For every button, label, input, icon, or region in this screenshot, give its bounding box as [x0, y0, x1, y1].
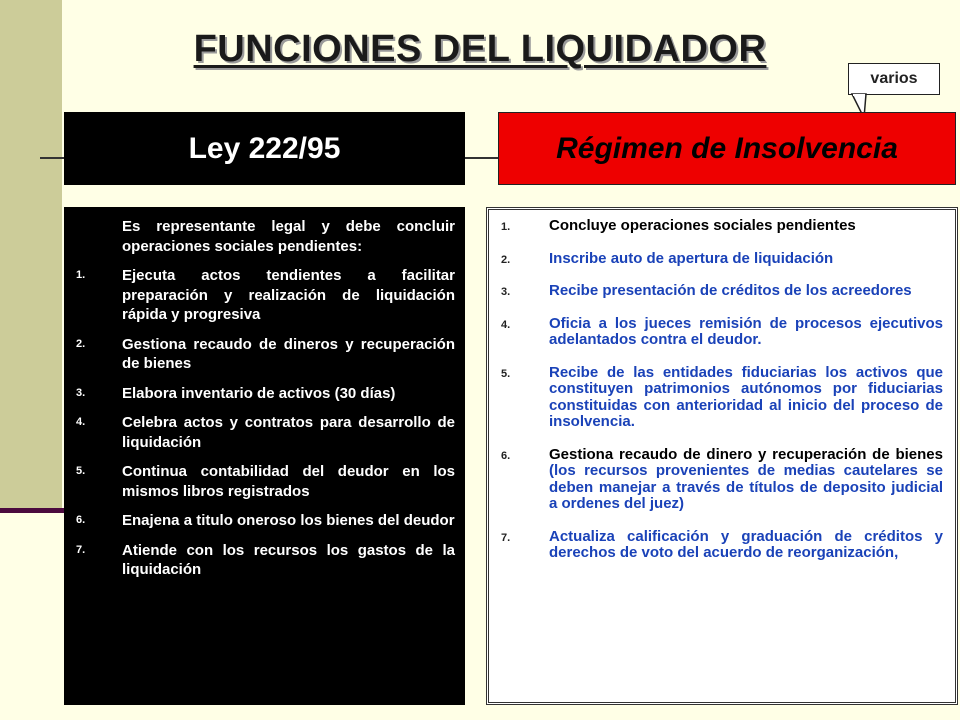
list-item: [76, 462, 455, 501]
list-item: [76, 413, 455, 452]
item-text-black: Gestiona recaudo de dinero y recuperación de bienes: [549, 445, 943, 463]
list-item: [501, 447, 943, 513]
item-number: 4.: [501, 318, 511, 331]
item-number: 7.: [501, 531, 511, 544]
list-item: [501, 218, 943, 235]
item-number: 4.: [76, 416, 86, 428]
item-text-blue: Inscribe auto de apertura de liquidación: [549, 249, 834, 267]
list-item: [501, 529, 943, 562]
callout-box: varios: [848, 63, 940, 95]
item-text: [549, 365, 943, 431]
item-text: Celebra actos y contratos para desarrollo de liquidación: [122, 414, 455, 451]
item-number: 5.: [76, 465, 86, 477]
header-regimen-insolvencia: Régimen de Insolvencia: [498, 112, 956, 185]
item-number: 6.: [76, 514, 86, 526]
item-number: 1.: [76, 269, 86, 281]
header-ley-222: Ley 222/95: [64, 112, 465, 185]
item-text: Continua contabilidad del deudor en los mismos libros registrados: [122, 463, 455, 500]
item-text: Atiende con los recursos los gastos de la liquidación: [122, 541, 455, 578]
item-number: 3.: [501, 286, 511, 298]
item-number: 7.: [76, 543, 86, 556]
list-item: [501, 365, 943, 431]
list-item: [76, 335, 455, 374]
item-text-blue: Recibe presentación de créditos de los acreedores: [549, 282, 912, 299]
item-text-blue: Actualiza calificación y graduación de créditos y derechos de voto del acuerdo de reorganización,: [549, 527, 943, 561]
item-text-blue: (los recursos provenientes de medias cautelares se deben manejar a través de títulos de deposito judicial a ordenes del juez): [549, 462, 943, 512]
item-text: Gestiona recaudo de dineros y recuperación de bienes: [122, 335, 455, 372]
left-panel: [64, 207, 465, 705]
connector-line-left: [40, 157, 66, 159]
right-panel: [486, 207, 958, 705]
item-number: 6.: [501, 449, 511, 462]
list-item: [76, 384, 455, 404]
item-number: [76, 217, 122, 220]
left-list: [76, 217, 455, 580]
item-text: Elabora inventario de activos (30 días): [122, 384, 396, 402]
list-item: [76, 217, 455, 256]
item-number: 3.: [76, 386, 86, 399]
item-number: 2.: [501, 253, 511, 266]
item-text: [549, 447, 943, 513]
item-number: 2.: [76, 337, 86, 350]
item-text: Ejecuta actos tendientes a facilitar preparación y realización de liquidación rápida y progresiva: [122, 267, 455, 323]
item-text-blue: Oficia a los jueces remisión de procesos ejecutivos adelantados contra el deudor.: [549, 314, 943, 348]
item-text-black: Concluye operaciones sociales pendientes: [549, 217, 856, 234]
item-text: Enajena a titulo oneroso los bienes del deudor: [122, 512, 455, 529]
item-number: 1.: [501, 221, 511, 233]
slide-title: FUNCIONES DEL LIQUIDADOR: [193, 28, 767, 70]
decorative-side-band: [0, 0, 62, 510]
item-text: [549, 316, 943, 349]
item-number: 5.: [501, 367, 511, 380]
item-text: [549, 218, 943, 235]
list-item: [501, 283, 943, 300]
item-text: [549, 529, 943, 562]
right-list: [501, 218, 943, 562]
item-text: [549, 251, 943, 268]
item-text: Es representante legal y debe concluir operaciones sociales pendientes:: [122, 218, 455, 255]
item-text-blue: Recibe de las entidades fiduciarias los activos que constituyen patrimonios autónomos por fiduciarias constituidas con anterioridad al inicio del proceso de insolvencia.: [549, 363, 943, 430]
list-item: [501, 316, 943, 349]
list-item: [76, 266, 455, 325]
connector-line-middle: [464, 157, 500, 159]
list-item: [76, 541, 455, 580]
list-item: [501, 251, 943, 268]
item-text: [549, 283, 943, 300]
list-item: [76, 511, 455, 531]
